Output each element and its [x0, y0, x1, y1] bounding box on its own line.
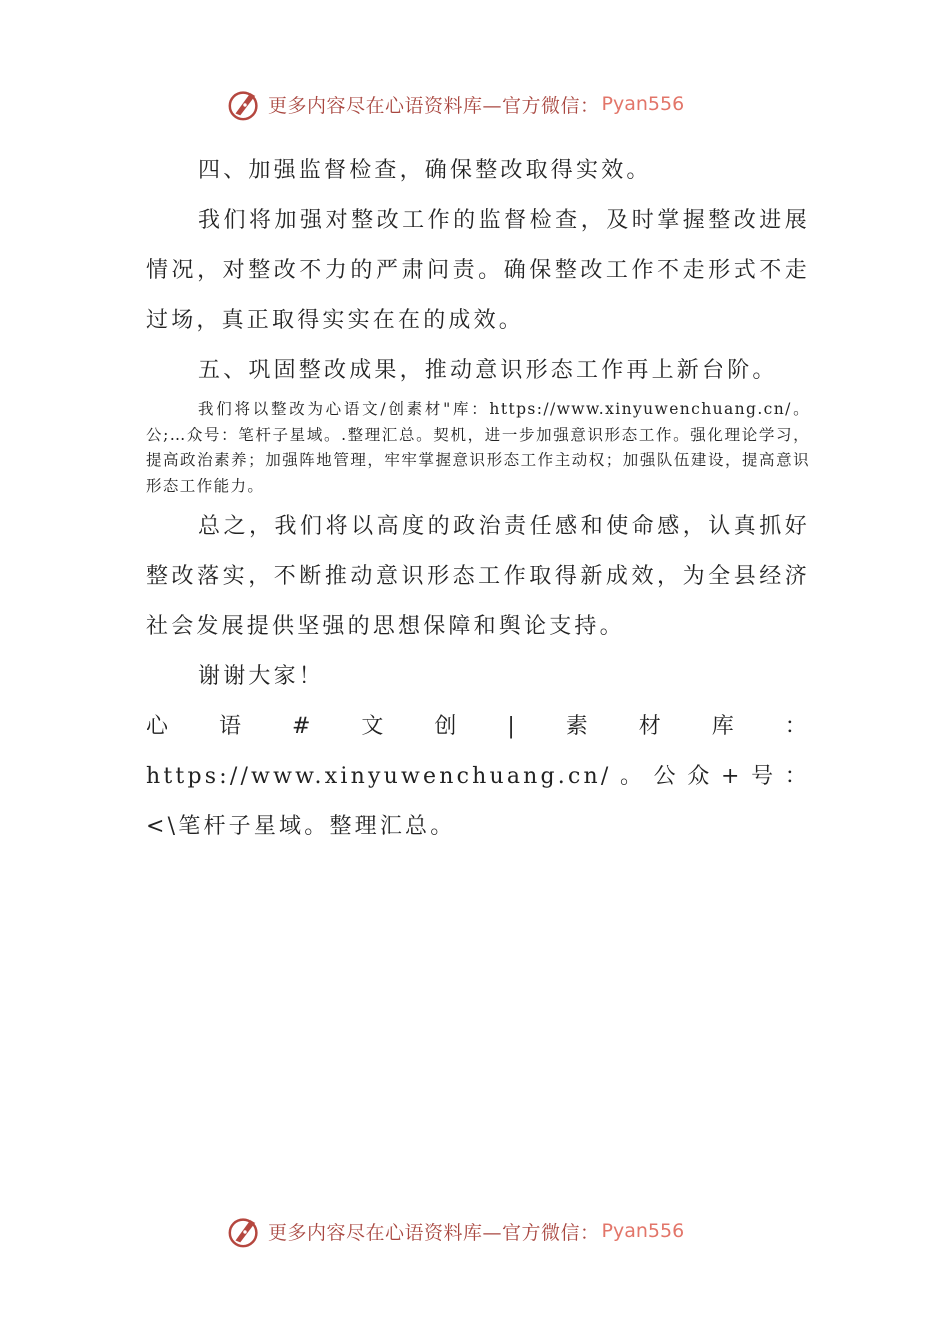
section-heading-5: 五、巩固整改成果，推动意识形态工作再上新台阶。 [198, 358, 778, 383]
footer-banner [226, 1211, 726, 1251]
header-wechat-id: Pyan556 [601, 93, 685, 115]
paragraph-supervision: 我们将加强对整改工作的监督检查，及时掌握整改进展情况，对整改不力的严肃问责。确保整改工作不走形式不走过场，真正取得实实在在的成效。 [146, 208, 810, 333]
paragraph-conclusion: 总之，我们将以高度的政治责任感和使命感，认真抓好整改落实，不断推动意识形态工作取得新成效，为全县经济社会发展提供坚强的思想保障和舆论支持。 [146, 514, 810, 639]
closing-thanks: 谢谢大家！ [198, 664, 325, 689]
header-banner [226, 84, 726, 124]
header-banner-text: 更多内容尽在心语资料库—官方微信： [268, 94, 600, 117]
footer-banner-text: 更多内容尽在心语资料库—官方微信： [268, 1221, 600, 1244]
footer-wechat-id: Pyan556 [601, 1220, 685, 1242]
document-body [146, 146, 810, 852]
pen-nib-circle-icon [226, 85, 264, 123]
paragraph-consolidate: 我们将以整改为心语文/创素材"库：https://www.xinyuwenchuang.cn/。公;…众号：笔杆子星域。.整理汇总。契机，进一步加强意识形态工作。强化理论学习，提高政治素养；加强阵地管理，牢牢掌握意识形态工作主动权；加强队伍建设，提高意识形态工作能力。 [146, 400, 810, 495]
section-heading-4: 四、加强监督检查，确保整改取得实效。 [198, 158, 652, 183]
source-note: 心语#文创|素材库：https://www.xinyuwenchuang.cn/。公众+号：<\笔杆子星域。整理汇总。 [146, 714, 810, 839]
pen-nib-circle-icon [226, 1212, 264, 1250]
